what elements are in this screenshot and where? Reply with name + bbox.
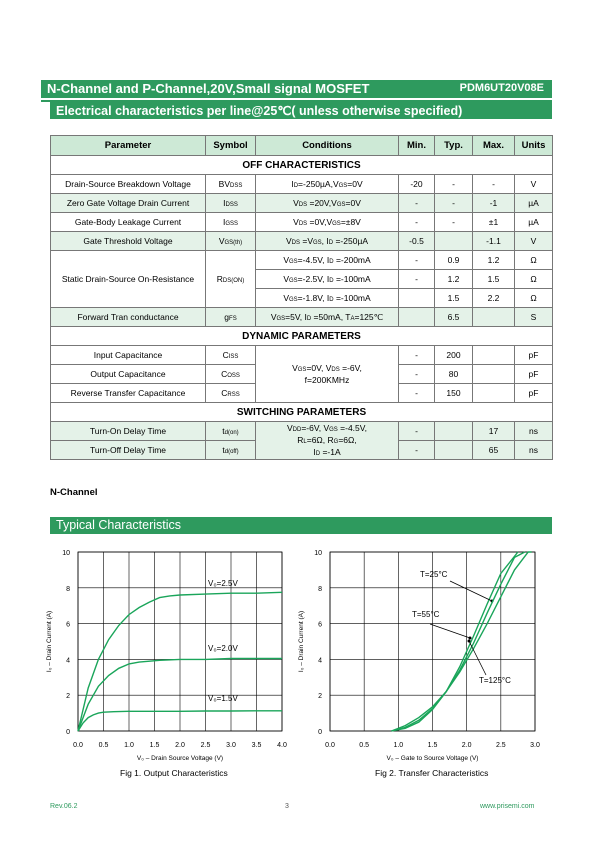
min-cell: -20 (399, 175, 435, 194)
conditions-cell: VGS=-4.5V, ID =-200mA (256, 251, 399, 270)
typical-section-header (50, 517, 552, 534)
x-tick-label: 1.0 (393, 742, 404, 749)
y-tick-label: 2 (66, 693, 70, 701)
x-tick-label: 2.5 (200, 742, 211, 749)
unit-cell: µA (515, 213, 553, 232)
x-axis-label: V₀ – Gate to Source Voltage (V) (386, 755, 479, 762)
max-cell: 65 (473, 441, 515, 460)
x-tick-label: 0.5 (359, 742, 370, 749)
symbol-cell: COSS (206, 365, 256, 384)
table-row (51, 251, 553, 270)
x-tick-label: 0.0 (73, 742, 83, 749)
series-label: V₀=2.0V (208, 644, 238, 653)
annotation-arrowhead (469, 637, 472, 640)
unit-cell: pF (515, 384, 553, 403)
conditions-cell: ID=-250µA,VGS=0V (256, 175, 399, 194)
y-tick-label: 10 (314, 550, 322, 557)
x-tick-label: 2.0 (175, 742, 185, 749)
x-axis-label: V₀ – Drain Source Voltage (V) (136, 755, 224, 762)
col-header: Units (515, 136, 553, 156)
x-tick-label: 2.0 (461, 742, 472, 749)
min-cell (399, 308, 435, 327)
page-number: 3 (285, 803, 289, 810)
unit-cell: S (515, 308, 553, 327)
max-cell: 2.2 (473, 289, 515, 308)
param-cell: Gate-Body Leakage Current (51, 213, 206, 232)
typ-cell: 200 (435, 346, 473, 365)
max-cell: ±1 (473, 213, 515, 232)
title-bar (41, 80, 552, 98)
fig1-caption: Fig 1. Output Characteristics (120, 768, 228, 778)
unit-cell: pF (515, 365, 553, 384)
conditions-cell: VDS =0V,VGS=±8V (256, 213, 399, 232)
series-line (392, 552, 525, 731)
website-link[interactable]: www.prisemi.com (480, 803, 535, 810)
series-line (392, 552, 518, 731)
section-row-off: OFF CHARACTERISTICS (51, 156, 553, 175)
conditions-cell: VDS =20V,VGS=0V (256, 194, 399, 213)
table-row (51, 213, 553, 232)
x-tick-label: 1.0 (124, 742, 134, 749)
symbol-cell: CISS (206, 346, 256, 365)
annotation-arrow (430, 624, 470, 638)
symbol-cell: VGS(th) (206, 232, 256, 251)
col-header: Min. (399, 136, 435, 156)
document-title: N-Channel and P-Channel,20V,Small signal MOSFET (47, 81, 370, 96)
unit-cell: ns (515, 422, 553, 441)
typ-cell (435, 422, 473, 441)
table-row (51, 308, 553, 327)
electrical-section-title: Electrical characteristics per line@25℃( unless otherwise specified) (56, 104, 463, 118)
y-axis-label: I₀ – Drain Current (A) (298, 610, 305, 673)
min-cell: - (399, 251, 435, 270)
series-label: T=55°C (412, 610, 440, 619)
conditions-cell: VGS=-2.5V, ID =-100mA (256, 270, 399, 289)
typ-cell: 0.9 (435, 251, 473, 270)
typical-section-title: Typical Characteristics (56, 518, 182, 532)
conditions-cell: VGS=0V, VDS =-6V, f=200KMHz (256, 346, 399, 403)
param-cell: Drain-Source Breakdown Voltage (51, 175, 206, 194)
symbol-cell: IGSS (206, 213, 256, 232)
table-row (51, 422, 553, 441)
y-tick-label: 8 (66, 585, 70, 593)
series-label: T=125°C (479, 676, 511, 685)
typ-cell: - (435, 175, 473, 194)
unit-cell: Ω (515, 289, 553, 308)
x-tick-label: 4.0 (277, 742, 287, 749)
series-line (392, 552, 532, 731)
max-cell: 17 (473, 422, 515, 441)
y-tick-label: 8 (318, 585, 322, 593)
series-label: V₀=2.5V (208, 579, 238, 588)
min-cell: - (399, 346, 435, 365)
fig2-caption: Fig 2. Transfer Characteristics (375, 768, 489, 778)
typ-cell: - (435, 213, 473, 232)
output-characteristics-chart (38, 543, 296, 767)
x-tick-label: 0.0 (325, 742, 335, 749)
conditions-cell: VGS=-1.8V, ID =-100mA (256, 289, 399, 308)
annotation-arrow (450, 581, 492, 601)
y-tick-label: 6 (66, 621, 70, 629)
channel-label: N-Channel (50, 487, 98, 498)
unit-cell: pF (515, 346, 553, 365)
max-cell (473, 346, 515, 365)
max-cell (473, 384, 515, 403)
x-tick-label: 3.5 (251, 742, 262, 749)
annotation-arrow (469, 641, 486, 675)
max-cell: 1.5 (473, 270, 515, 289)
typ-cell: 1.5 (435, 289, 473, 308)
typ-cell: 150 (435, 384, 473, 403)
transfer-characteristics-chart (292, 543, 550, 767)
param-cell: Input Capacitance (51, 346, 206, 365)
max-cell: 1.2 (473, 251, 515, 270)
max-cell: -1 (473, 194, 515, 213)
typ-cell: 80 (435, 365, 473, 384)
typ-cell: - (435, 194, 473, 213)
annotation-arrowhead (468, 640, 471, 643)
min-cell: -0.5 (399, 232, 435, 251)
max-cell (473, 308, 515, 327)
y-tick-label: 6 (318, 621, 322, 629)
x-tick-label: 1.5 (149, 742, 160, 749)
col-header: Max. (473, 136, 515, 156)
conditions-cell: VDS =VGS, ID =-250µA (256, 232, 399, 251)
min-cell (399, 289, 435, 308)
x-tick-label: 2.5 (495, 742, 506, 749)
symbol-cell: RDS(ON) (206, 251, 256, 308)
unit-cell: µA (515, 194, 553, 213)
min-cell: - (399, 384, 435, 403)
y-axis-label: I₀ – Drain Current (A) (46, 610, 53, 673)
min-cell: - (399, 270, 435, 289)
typ-cell (435, 441, 473, 460)
conditions-cell: VDD=-6V, VGS =-4.5V, RL=6Ω, RG=6Ω, ID =-1A (256, 422, 399, 460)
unit-cell: ns (515, 441, 553, 460)
conditions-cell: VGS=5V, ID =50mA, TA=125℃ (256, 308, 399, 327)
revision: Rev.06.2 (50, 803, 78, 810)
electrical-section-header (50, 102, 552, 119)
col-header: Parameter (51, 136, 206, 156)
min-cell: - (399, 365, 435, 384)
typ-cell: 1.2 (435, 270, 473, 289)
param-cell: Gate Threshold Voltage (51, 232, 206, 251)
part-number: PDM6UT20V08E (459, 82, 544, 94)
table-row (51, 346, 553, 365)
y-tick-label: 4 (66, 657, 70, 665)
col-header: Conditions (256, 136, 399, 156)
symbol-cell: IDSS (206, 194, 256, 213)
min-cell: - (399, 441, 435, 460)
x-tick-label: 0.5 (98, 742, 109, 749)
typ-cell (435, 232, 473, 251)
y-tick-label: 10 (62, 550, 70, 557)
param-cell: Turn-On Delay Time (51, 422, 206, 441)
series-label: V₀=1.5V (208, 694, 238, 703)
min-cell: - (399, 194, 435, 213)
section-row-switching: SWITCHING PARAMETERS (51, 403, 553, 422)
symbol-cell: gFS (206, 308, 256, 327)
param-cell: Zero Gate Voltage Drain Current (51, 194, 206, 213)
unit-cell: V (515, 232, 553, 251)
table-header-row (51, 136, 553, 156)
unit-cell: Ω (515, 251, 553, 270)
table-row (51, 175, 553, 194)
col-header: Symbol (206, 136, 256, 156)
electrical-characteristics-table (50, 135, 553, 460)
unit-cell: V (515, 175, 553, 194)
x-tick-label: 3.0 (226, 742, 236, 749)
param-cell: Turn-Off Delay Time (51, 441, 206, 460)
typ-cell: 6.5 (435, 308, 473, 327)
param-cell: Output Capacitance (51, 365, 206, 384)
y-tick-label: 4 (318, 657, 322, 665)
x-tick-label: 1.5 (427, 742, 438, 749)
symbol-cell: td(on) (206, 422, 256, 441)
unit-cell: Ω (515, 270, 553, 289)
x-tick-label: 3.0 (530, 742, 540, 749)
symbol-cell: BVDSS (206, 175, 256, 194)
param-cell: Reverse Transfer Capacitance (51, 384, 206, 403)
series-label: T=25°C (420, 570, 448, 579)
min-cell: - (399, 422, 435, 441)
y-tick-label: 2 (318, 693, 322, 701)
param-cell: Forward Tran conductance (51, 308, 206, 327)
y-tick-label: 0 (318, 729, 322, 736)
param-cell: Static Drain-Source On-Resistance (51, 251, 206, 308)
section-row-dynamic: DYNAMIC PARAMETERS (51, 327, 553, 346)
symbol-cell: CRSS (206, 384, 256, 403)
table-row (51, 194, 553, 213)
col-header: Typ. (435, 136, 473, 156)
y-tick-label: 0 (66, 729, 70, 736)
max-cell: - (473, 175, 515, 194)
table-row (51, 232, 553, 251)
max-cell (473, 365, 515, 384)
min-cell: - (399, 213, 435, 232)
max-cell: -1.1 (473, 232, 515, 251)
symbol-cell: td(off) (206, 441, 256, 460)
